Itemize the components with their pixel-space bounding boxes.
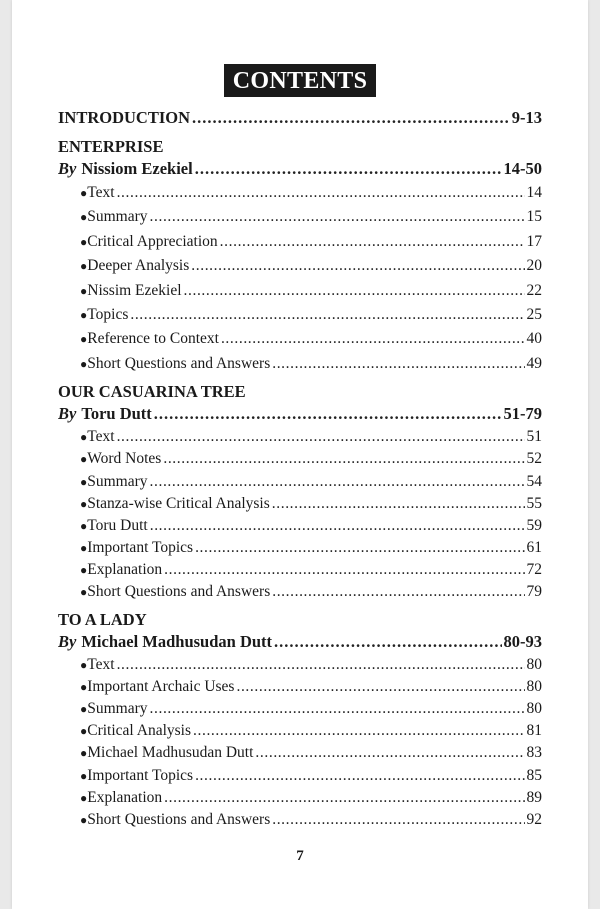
toc-item-page: 22 xyxy=(526,281,542,299)
dot-leader xyxy=(154,403,502,425)
author-name: Nissiom Ezekiel xyxy=(81,159,193,178)
toc-item xyxy=(58,559,542,581)
toc-item xyxy=(58,765,542,787)
toc-item xyxy=(58,303,542,327)
toc-item-page: 15 xyxy=(526,208,542,226)
section-pages: 14-50 xyxy=(503,159,542,178)
toc-item-page: 89 xyxy=(526,788,542,806)
toc-item-page: 49 xyxy=(526,354,542,372)
toc-item-page: 72 xyxy=(526,561,542,579)
dot-leader xyxy=(184,279,525,303)
section-pages: 51-79 xyxy=(503,404,542,424)
toc-item xyxy=(58,352,542,376)
title-wrap xyxy=(12,64,588,97)
toc-item xyxy=(58,537,542,559)
by-label: By xyxy=(58,404,77,424)
bullet-icon: ● xyxy=(80,474,88,489)
toc-page: 9-13 xyxy=(511,108,542,127)
toc-item xyxy=(58,742,542,764)
bullet-icon: ● xyxy=(80,746,88,761)
dot-leader xyxy=(164,787,524,809)
author-name: Toru Dutt xyxy=(81,404,152,424)
toc-item xyxy=(58,698,542,720)
dot-leader xyxy=(236,676,524,698)
section-title xyxy=(58,609,542,631)
toc-item-page: 51 xyxy=(526,428,542,446)
dot-leader xyxy=(272,352,524,376)
toc-item xyxy=(58,787,542,809)
toc-item-label: Michael Madhusudan Dutt xyxy=(87,744,254,762)
toc-item-page: 80 xyxy=(526,700,542,717)
toc-item xyxy=(58,448,542,470)
dot-leader xyxy=(192,105,510,131)
toc-item xyxy=(58,676,542,698)
toc-item xyxy=(58,181,542,205)
toc-item-page: 83 xyxy=(526,744,542,762)
dot-leader xyxy=(272,809,524,831)
bullet-icon: ● xyxy=(80,724,88,739)
bullet-icon: ● xyxy=(80,812,88,827)
dot-leader xyxy=(221,327,525,351)
bullet-icon: ● xyxy=(80,283,88,298)
toc-item-page: 54 xyxy=(526,472,542,490)
section-pages: 80-93 xyxy=(503,631,542,651)
section-title xyxy=(58,136,542,158)
section-author xyxy=(58,631,542,653)
toc-item-label: Reference to Context xyxy=(87,330,219,348)
toc-item xyxy=(58,720,542,742)
bullet-icon: ● xyxy=(80,452,88,467)
dot-leader xyxy=(117,654,525,676)
toc-item xyxy=(58,493,542,515)
bullet-icon: ● xyxy=(80,518,88,533)
toc-item-label: Summary xyxy=(87,472,148,490)
dot-leader xyxy=(150,515,525,537)
toc-item-label: Explanation xyxy=(87,561,163,579)
toc-item-label: Text xyxy=(87,428,115,446)
toc-item-label: Deeper Analysis xyxy=(87,257,190,275)
bullet-icon: ● xyxy=(80,585,88,600)
bullet-icon: ● xyxy=(80,790,88,805)
toc-item xyxy=(58,654,542,676)
by-label: By xyxy=(58,631,77,651)
toc-introduction xyxy=(58,105,542,131)
toc-item-page: 14 xyxy=(526,184,542,201)
dot-leader xyxy=(150,205,525,229)
toc-item-page: 20 xyxy=(526,257,542,275)
book-page xyxy=(12,0,588,909)
bullet-icon: ● xyxy=(80,496,88,511)
dot-leader xyxy=(193,720,524,742)
toc-item-page: 79 xyxy=(526,583,542,601)
bullet-icon: ● xyxy=(80,307,88,322)
dot-leader xyxy=(220,230,525,254)
toc-label: INTRODUCTION xyxy=(58,108,191,127)
dot-leader xyxy=(255,742,524,764)
bullet-icon: ● xyxy=(80,332,88,347)
toc-item-label: Important Archaic Uses xyxy=(87,677,235,695)
toc-item-page: 80 xyxy=(526,677,542,695)
bullet-icon: ● xyxy=(80,430,88,445)
bullet-icon: ● xyxy=(80,563,88,578)
dot-leader xyxy=(117,426,525,448)
dot-leader xyxy=(195,537,524,559)
dot-leader xyxy=(195,765,524,787)
author-name: Michael Madhusudan Dutt xyxy=(81,631,273,651)
toc-item xyxy=(58,279,542,303)
toc-item-label: Critical Analysis xyxy=(87,722,192,740)
toc-item-label: Toru Dutt xyxy=(87,516,148,534)
toc-item xyxy=(58,581,542,603)
dot-leader xyxy=(274,631,501,653)
section-title-text: OUR CASUARINA TREE xyxy=(58,382,246,402)
bullet-icon: ● xyxy=(80,356,88,371)
dot-leader xyxy=(272,581,524,603)
toc-item-page: 55 xyxy=(526,494,542,512)
section-title-text: TO A LADY xyxy=(58,609,147,629)
bullet-icon: ● xyxy=(80,541,88,556)
toc-item-label: Nissim Ezekiel xyxy=(87,281,182,299)
toc-item xyxy=(58,426,542,448)
dot-leader xyxy=(191,254,524,278)
toc-item xyxy=(58,471,542,493)
bullet-icon: ● xyxy=(80,186,88,200)
dot-leader xyxy=(150,471,525,493)
toc-item-page: 85 xyxy=(526,766,542,784)
toc-item xyxy=(58,205,542,229)
page-number: 7 xyxy=(296,848,304,864)
toc-item-page: 40 xyxy=(526,330,542,348)
dot-leader xyxy=(117,181,525,205)
toc-item-label: Stanza-wise Critical Analysis xyxy=(87,494,270,512)
toc-item-page: 17 xyxy=(526,232,542,250)
bullet-icon: ● xyxy=(80,210,88,225)
toc-item xyxy=(58,254,542,278)
toc-item xyxy=(58,809,542,831)
toc-item-label: Short Questions and Answers xyxy=(87,583,271,601)
toc-item-label: Topics xyxy=(87,305,129,323)
toc-item-label: Summary xyxy=(87,700,148,717)
bullet-icon: ● xyxy=(80,679,88,694)
toc-item-page: 61 xyxy=(526,539,542,557)
section-title-text: ENTERPRISE xyxy=(58,137,164,156)
bullet-icon: ● xyxy=(80,657,88,672)
toc-item-page: 59 xyxy=(526,516,542,534)
page-title: CONTENTS xyxy=(224,64,376,97)
toc-item-label: Important Topics xyxy=(87,539,194,557)
toc-item xyxy=(58,230,542,254)
toc-item-label: Text xyxy=(87,655,115,673)
toc-item-page: 52 xyxy=(526,450,542,468)
bullet-icon: ● xyxy=(80,702,88,716)
toc-item xyxy=(58,515,542,537)
dot-leader xyxy=(195,158,502,180)
section-author xyxy=(58,403,542,425)
toc-item-label: Text xyxy=(87,184,115,201)
toc-item-page: 80 xyxy=(526,655,542,673)
toc-item-page: 92 xyxy=(526,810,542,828)
toc-item-label: Short Questions and Answers xyxy=(87,810,271,828)
dot-leader xyxy=(164,559,524,581)
by-label: By xyxy=(58,159,77,178)
table-of-contents xyxy=(58,105,542,831)
bullet-icon: ● xyxy=(80,259,88,274)
toc-item-page: 25 xyxy=(526,305,542,323)
bullet-icon: ● xyxy=(80,234,88,249)
toc-item-label: Short Questions and Answers xyxy=(87,354,271,372)
toc-item xyxy=(58,327,542,351)
toc-item-label: Word Notes xyxy=(87,450,162,468)
section-author xyxy=(58,158,542,180)
toc-item-label: Important Topics xyxy=(87,766,194,784)
toc-item-label: Explanation xyxy=(87,788,163,806)
section-title xyxy=(58,381,542,403)
bullet-icon: ● xyxy=(80,768,88,783)
dot-leader xyxy=(130,303,524,327)
toc-item-label: Summary xyxy=(87,208,148,226)
toc-item-label: Critical Appreciation xyxy=(87,232,218,250)
dot-leader xyxy=(163,448,524,470)
toc-item-page: 81 xyxy=(526,722,542,740)
dot-leader xyxy=(150,698,525,720)
dot-leader xyxy=(272,493,525,515)
